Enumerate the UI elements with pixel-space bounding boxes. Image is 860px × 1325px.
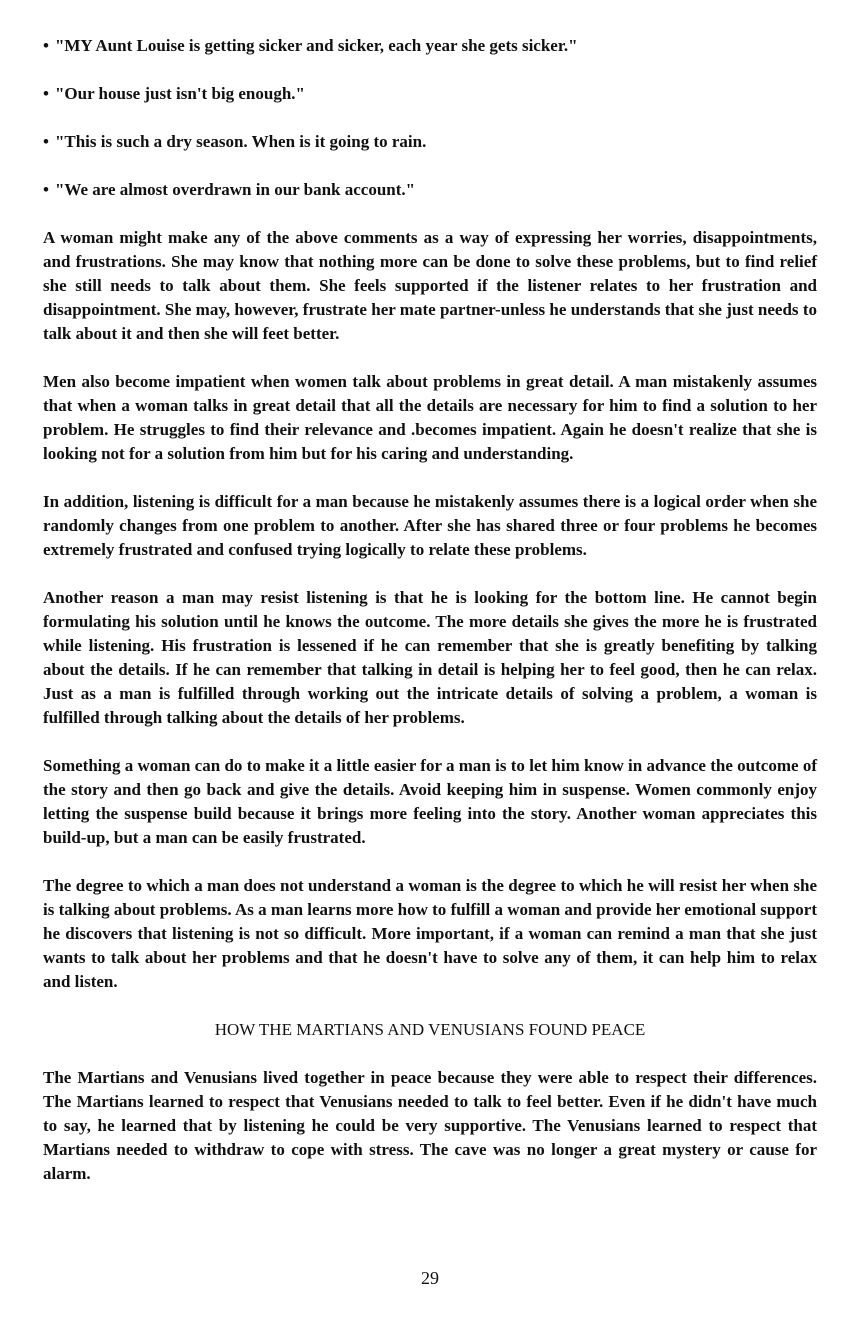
paragraph-4: Another reason a man may resist listening is that he is looking for the bottom line. He cannot begin formulating his solution until he knows the outcome. The more details she gives the more he is frustrated while listening. His frustration is lessened if he can remember that she is greatly benefiting by talking about the details. If he can remember that talking in detail is helping her to feel good, then he can relax. Just as a man is fulfilled through working out the intricate details of solving a problem, a woman is fulfilled through talking about the details of her problems. xyxy=(43,588,817,727)
bullet-dot: • xyxy=(43,36,49,55)
bullet-item-1 xyxy=(43,34,817,58)
paragraph-3: In addition, listening is difficult for a man because he mistakenly assumes there is a logical order when she randomly changes from one problem to another. After she has shared three or four problems he becomes extremely frustrated and confused trying logically to relate these problems. xyxy=(43,492,817,559)
bullet-item-2 xyxy=(43,82,817,106)
paragraph-1: A woman might make any of the above comments as a way of expressing her worries, disappointments, and frustrations. She may know that nothing more can be done to solve these problems, but to find relief she still needs to talk about them. She feels supported if the listener relates to her frustration and disappointment. She may, however, frustrate her mate partner-unless he understands that she just needs to talk about it and then she will feet better. xyxy=(43,228,817,343)
paragraph-final: The Martians and Venusians lived together in peace because they were able to respect their differences. The Martians learned to respect that Venusians needed to talk to feel better. Even if he didn't have much to say, he learned that by listening he could be very supportive. The Venusians learned to respect that Martians needed to withdraw to cope with stress. The cave was no longer a great mystery or cause for alarm. xyxy=(43,1068,817,1183)
bullet-item-3 xyxy=(43,130,817,154)
bullet-dot: • xyxy=(43,84,49,103)
section-heading: HOW THE MARTIANS AND VENUSIANS FOUND PEACE xyxy=(214,1020,646,1039)
bullet-item-4 xyxy=(43,178,817,202)
bullet-dot: • xyxy=(43,132,49,151)
page-number: 29 xyxy=(421,1268,439,1288)
bullet-text: "MY Aunt Louise is getting sicker and sicker, each year she gets sicker." xyxy=(54,36,578,55)
bullet-text: "We are almost overdrawn in our bank account." xyxy=(54,180,416,199)
bullet-text: "This is such a dry season. When is it going to rain. xyxy=(54,132,427,151)
bullet-text: "Our house just isn't big enough." xyxy=(54,84,305,103)
bullet-dot: • xyxy=(43,180,49,199)
paragraph-6: The degree to which a man does not understand a woman is the degree to which he will resist her when she is talking about problems. As a man learns more how to fulfill a woman and provide her emotional support he discovers that listening is not so difficult. More important, if a woman can remind a man that she just wants to talk about her problems and that he doesn't have to solve any of them, it can help him to relax and listen. xyxy=(43,876,817,991)
paragraph-2: Men also become impatient when women talk about problems in great detail. A man mistakenly assumes that when a woman talks in great detail that all the details are necessary for him to find a solution to her problem. He struggles to find their relevance and .becomes impatient. Again he doesn't realize that she is looking not for a solution from him but for his caring and understanding. xyxy=(43,372,817,463)
paragraph-5: Something a woman can do to make it a little easier for a man is to let him know in advance the outcome of the story and then go back and give the details. Avoid keeping him in suspense. Women commonly enjoy letting the suspense build because it brings more feeling into the story. Another woman appreciates this build-up, but a man can be easily frustrated. xyxy=(43,756,817,847)
